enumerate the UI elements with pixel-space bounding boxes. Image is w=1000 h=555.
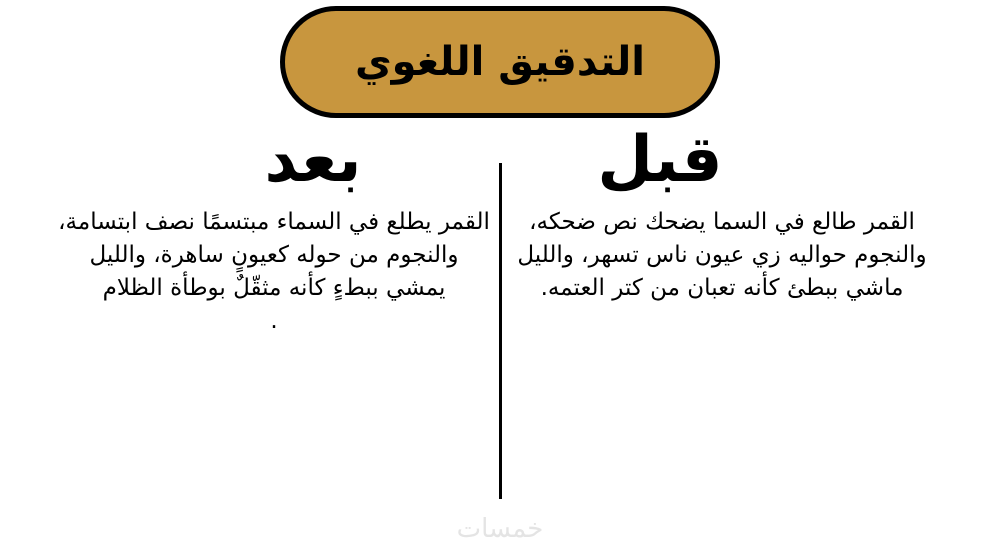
column-divider bbox=[499, 163, 502, 499]
watermark-logo: خمسات bbox=[456, 514, 544, 544]
after-text: القمر يطلع في السماء مبتسمًا نصف ابتسامة، والنجوم من حوله كعيونٍ ساهرة، والليل يمشي ببطءٍ كأنه مثقّلٌ بوطأة الظلام bbox=[58, 209, 490, 301]
after-heading: بعد bbox=[264, 123, 362, 197]
before-heading: قبل bbox=[597, 123, 723, 197]
title-pill bbox=[280, 6, 720, 118]
before-text: القمر طالع في السما يضحك نص ضحكه، والنجوم حواليه زي عيون ناس تسهر، والليل ماشي ببطئ كأنه تعبان من كتر العتمه. bbox=[517, 209, 927, 301]
page-title: التدقيق اللغوي bbox=[354, 39, 646, 85]
after-trailing-mark: . bbox=[270, 308, 278, 334]
after-text-block bbox=[58, 206, 490, 338]
